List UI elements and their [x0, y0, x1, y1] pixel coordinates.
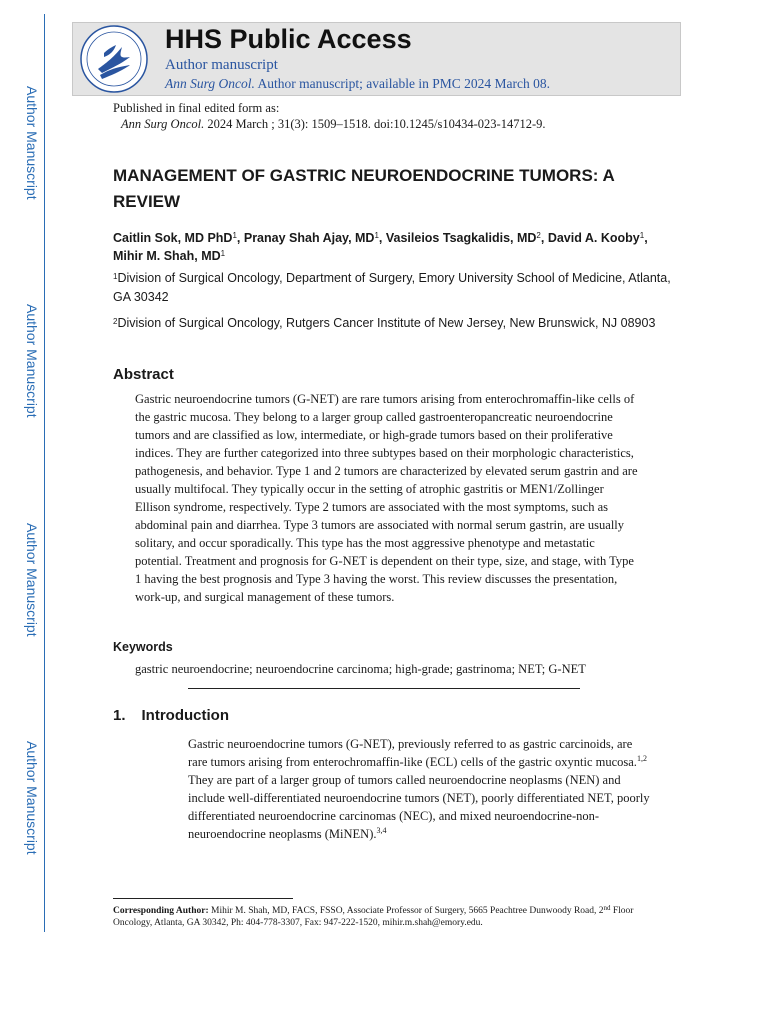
affiliation [113, 314, 673, 333]
introduction-heading [113, 707, 229, 724]
author-list [113, 229, 673, 265]
footnote-rule [113, 898, 293, 899]
citation-details: 2024 March ; 31(3): 1509–1518. doi:10.1245/s10434-023-14712-9. [207, 117, 546, 131]
footnote-label: Corresponding Author: [113, 906, 209, 916]
citation-ref: 1,2 [636, 754, 647, 763]
banner-subtitle: Author manuscript [165, 57, 278, 73]
banner-availability [165, 76, 550, 92]
section-title: Introduction [141, 707, 229, 724]
publication-info [113, 100, 546, 132]
banner-journal: Ann Surg Oncol. [165, 76, 255, 91]
banner-availability-text: Author manuscript; available in PMC 2024 March 08. [257, 76, 550, 91]
author-name: Vasileios Tsagkalidis, MD [385, 231, 537, 245]
author-name: Mihir M. Shah, MD [113, 249, 221, 263]
author-name: David A. Kooby [547, 231, 640, 245]
citation-ref: 3,4 [376, 826, 387, 835]
author-name: Pranay Shah Ajay, MD [243, 231, 375, 245]
keywords-text: gastric neuroendocrine; neuroendocrine carcinoma; high-grade; gastrinoma; NET; G-NET [135, 662, 586, 676]
author-affiliation-mark: 2 [536, 231, 541, 240]
author-separator: , [644, 231, 648, 245]
author-affiliation-mark: 1 [220, 249, 226, 258]
citation-journal: Ann Surg Oncol. [121, 117, 205, 131]
author-manuscript-label: Author Manuscript [24, 523, 40, 637]
author-separator: , [378, 231, 386, 245]
affiliation-text: Division of Surgical Oncology, Rutgers Cancer Institute of New Jersey, New Brunswick, NJ 08903 [117, 316, 656, 330]
author-manuscript-label: Author Manuscript [24, 304, 40, 418]
author-manuscript-label: Author Manuscript [24, 741, 40, 855]
intro-text: Gastric neuroendocrine tumors (G-NET), previously referred to as gastric carcinoids, are rare tumors arising from enterochromaffin-like (ECL) cells of the gastric oxyntic mucosa. [188, 737, 637, 769]
affiliation-number: 1 [113, 272, 118, 281]
footnote-text: Floor Oncology, Atlanta, GA 30342, Ph: 404-778-3307, Fax: 947-222-1520, mihir.m.shah@emory.edu. [113, 906, 634, 928]
author-affiliation-mark: 1 [374, 231, 379, 240]
intro-text: They are part of a larger group of tumors called neuroendocrine neoplasms (NEN) and include well-differentiated neuroendocrine tumors (NET), poorly differentiated NET, poorly differentiated neuroendocrine carcinomas (NEC), and mixed neuroendocrine-non-neuroendocrine neoplasms (MiNEN). [188, 773, 650, 841]
margin-rule [44, 14, 45, 932]
citation [113, 116, 546, 132]
hhs-seal-icon [78, 23, 150, 95]
author-manuscript-label: Author Manuscript [24, 86, 40, 200]
author-name: Caitlin Sok, MD PhD [113, 231, 233, 245]
corresponding-author-footnote [113, 905, 648, 929]
footnote-text: Mihir M. Shah, MD, FACS, FSSO, Associate Professor of Surgery, 5665 Peachtree Dunwoody Road, 2 [208, 906, 604, 916]
article-title: MANAGEMENT OF GASTRIC NEUROENDOCRINE TUMORS: A REVIEW [113, 166, 615, 211]
introduction-paragraph [188, 735, 650, 843]
footnote-superscript: nd [603, 904, 611, 912]
affiliation [113, 269, 673, 307]
author-affiliation-mark: 1 [639, 231, 645, 240]
abstract-text: Gastric neuroendocrine tumors (G-NET) are rare tumors arising from enterochromaffin-like cells of the gastric mucosa. They belong to a larger group called gastroenteropancreatic neuroendocrine tumors and are classified as low, intermediate, or high-grade tumors based on their proliferative indices. They are further categorized into three subtypes based on their morphologic characteristics, pathogenesis, and behavior. Type 1 and 2 tumors are characterized by elevated serum gastrin and are usually multifocal. They typically occur in the setting of atrophic gastritis or MEN1/Zollinger Ellison syndrome, respectively. Type 2 tumors are associated with the most symptoms, such as abdominal pain and diarrhea. Type 3 tumors are associated with normal serum gastrin, are usually solitary, and occur sporadically. This type has the most aggressive phenotype and metastatic potential. Treatment and prognosis for G-NET is dependent on their type, size, and stage, with Type 1 having the best prognosis and Type 3 having the worst. This review discusses the presentation, work-up, and surgical management of these tumors. [135, 392, 638, 604]
author-separator: , [540, 231, 548, 245]
abstract-heading: Abstract [113, 366, 174, 383]
keywords-heading: Keywords [113, 640, 173, 654]
affiliation-number: 2 [113, 317, 118, 326]
section-divider [188, 688, 580, 689]
affiliation-text: Division of Surgical Oncology, Department of Surgery, Emory University School of Medicine, Atlanta, GA 30342 [113, 271, 671, 304]
section-number: 1. [113, 707, 126, 724]
published-intro: Published in final edited form as: [113, 101, 280, 115]
author-affiliation-mark: 1 [232, 231, 237, 240]
banner-title: HHS Public Access [165, 24, 412, 54]
author-separator: , [236, 231, 244, 245]
